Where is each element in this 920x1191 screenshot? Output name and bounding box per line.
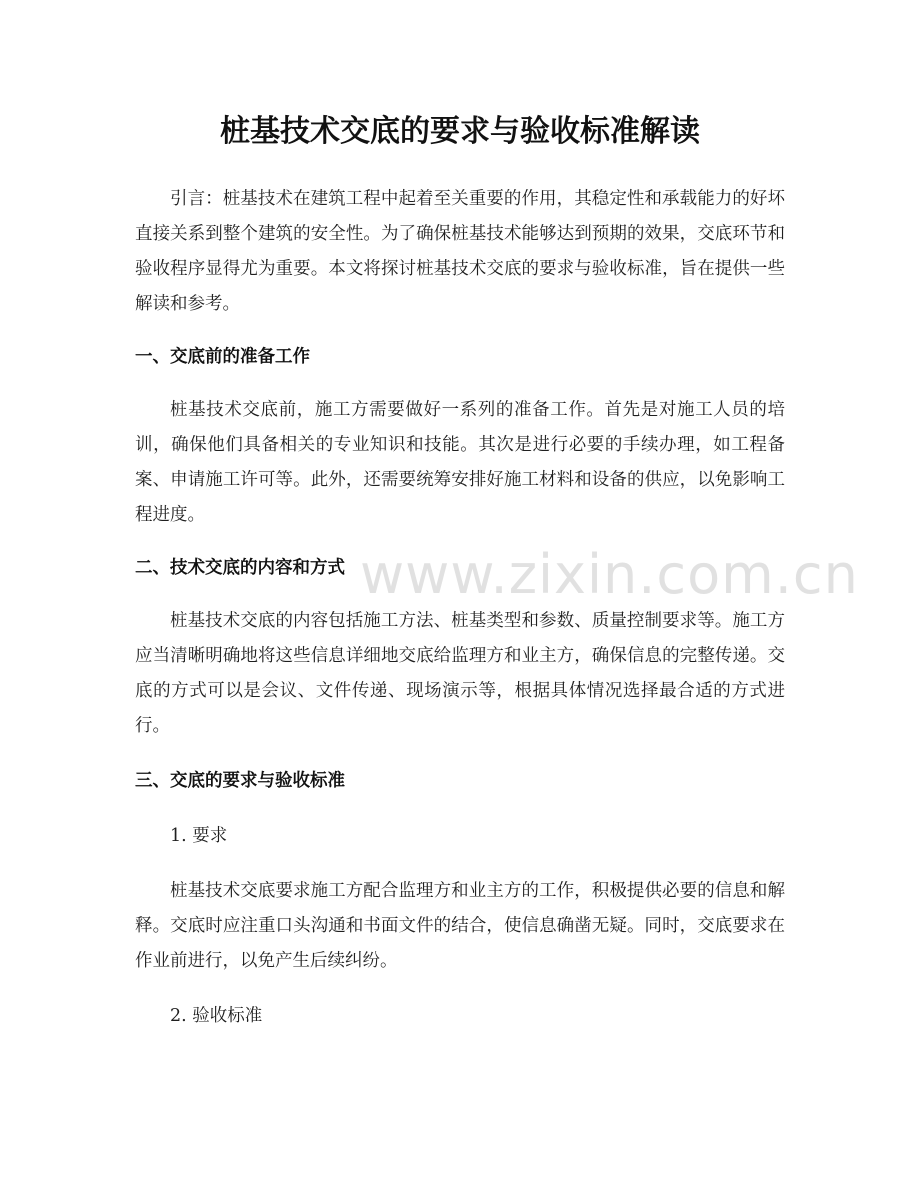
sub-item-label-acceptance-standards: 2. 验收标准 xyxy=(170,1006,263,1026)
document-body xyxy=(135,182,859,1034)
sub-item-label-requirements: 1. 要求 xyxy=(170,826,228,846)
section-body-preparation: 桩基技术交底前，施工方需要做好一系列的准备工作。首先是对施工人员的培训，确保他们具备相关的专业知识和技能。其次是进行必要的手续办理，如工程备案、申请施工许可等。此外，还需要统筹安排好施工材料和设备的供应，以免影响工程进度。 xyxy=(135,400,785,525)
section-heading-content-method: 二、技术交底的内容和方式 xyxy=(135,558,345,578)
section-body-content-method: 桩基技术交底的内容包括施工方法、桩基类型和参数、质量控制要求等。施工方应当清晰明确地将这些信息详细地交底给监理方和业主方，确保信息的完整传递。交底的方式可以是会议、文件传递、现场演示等，根据具体情况选择最合适的方式进行。 xyxy=(135,611,785,736)
section-heading-preparation: 一、交底前的准备工作 xyxy=(135,347,310,367)
document-title: 桩基技术交底的要求与验收标准解读 xyxy=(220,114,700,149)
watermark-text: www.zixin.com.cn xyxy=(360,543,859,606)
intro-paragraph: 引言：桩基技术在建筑工程中起着至关重要的作用，其稳定性和承载能力的好坏直接关系到整个建筑的安全性。为了确保桩基技术能够达到预期的效果，交底环节和验收程序显得尤为重要。本文将探讨桩基技术交底的要求与验收标准，旨在提供一些解读和参考。 xyxy=(135,189,785,314)
section-heading-requirements-standards: 三、交底的要求与验收标准 xyxy=(135,771,345,791)
sub-item-body-requirements: 桩基技术交底要求施工方配合监理方和业主方的工作，积极提供必要的信息和解释。交底时应注重口头沟通和书面文件的结合，使信息确凿无疑。同时，交底要求在作业前进行，以免产生后续纠纷。 xyxy=(135,881,785,971)
